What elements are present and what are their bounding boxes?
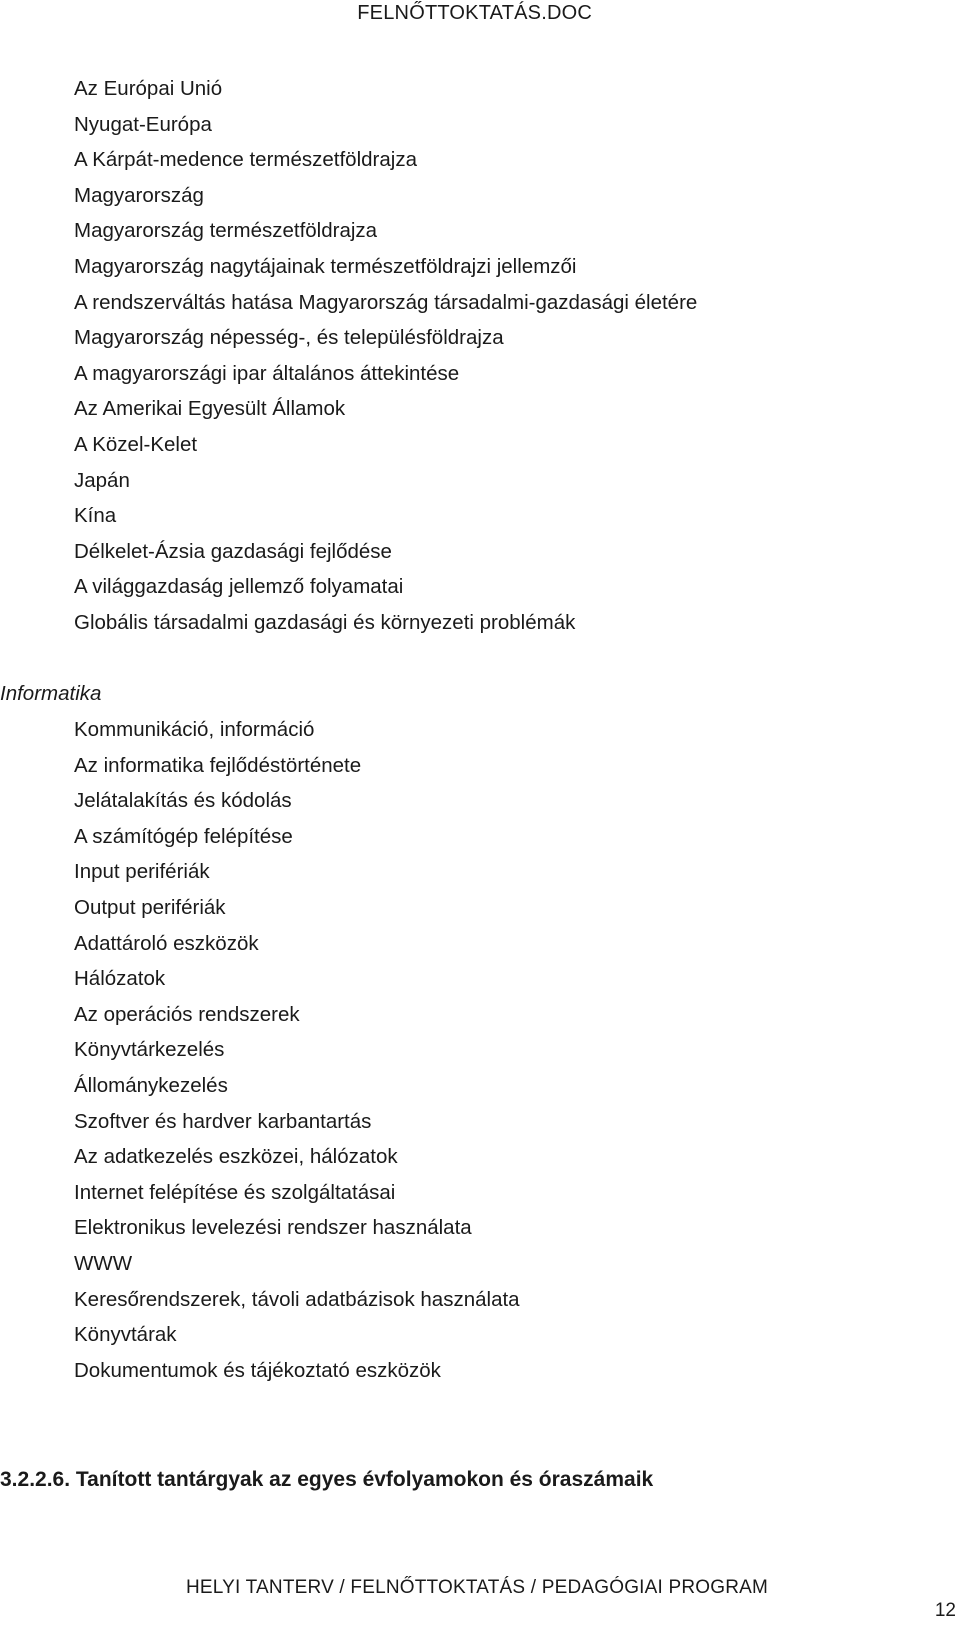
informatics-topic-list (74, 712, 520, 1388)
topic-list-item: Elektronikus levelezési rendszer használata (74, 1216, 472, 1240)
topic-list-item: Globális társadalmi gazdasági és környezeti problémák (74, 610, 576, 634)
topic-list-item: A számítógép felépítése (74, 824, 293, 848)
topic-list-item: Magyarország népesség-, és településföldrajza (74, 326, 504, 350)
topic-list-item: Könyvtárkezelés (74, 1038, 225, 1062)
topic-list-item: A Kárpát-medence természetföldrajza (74, 148, 417, 172)
topic-list-item: A rendszerváltás hatása Magyarország társadalmi-gazdasági életére (74, 290, 698, 314)
topic-list-item: Az Amerikai Egyesült Államok (74, 397, 346, 421)
topic-list-item: Kína (74, 504, 117, 528)
topic-list-item: Nyugat-Európa (74, 112, 212, 136)
topic-list-item: Kommunikáció, információ (74, 718, 315, 741)
topic-list-item: A világgazdaság jellemző folyamatai (74, 575, 404, 599)
geography-topic-list (74, 71, 697, 641)
topic-list-item: Az Európai Unió (74, 77, 223, 100)
topic-list-item: Adattároló eszközök (74, 931, 259, 955)
topic-list-item: Magyarország természetföldrajza (74, 219, 378, 243)
topic-list-item: Magyarország (74, 183, 204, 207)
topic-list-item: Állománykezelés (74, 1073, 228, 1097)
topic-list-item: A magyarországi ipar általános áttekintése (74, 361, 460, 385)
topic-list-item: Internet felépítése és szolgáltatásai (74, 1180, 396, 1204)
topic-list-item: Jelátalakítás és kódolás (74, 789, 292, 813)
page-number: 12 (934, 1600, 956, 1621)
topic-list-item: Magyarország nagytájainak természetföldrajzi jellemzői (74, 254, 577, 278)
topic-list-item: Input perifériák (74, 860, 210, 884)
topic-list-item: Japán (74, 468, 130, 492)
topic-list-item: Dokumentumok és tájékoztató eszközök (74, 1358, 441, 1382)
topic-list-item: Délkelet-Ázsia gazdasági fejlődése (74, 539, 392, 563)
topic-list-item: Keresőrendszerek, távoli adatbázisok használata (74, 1287, 520, 1311)
topic-list-item: Az informatika fejlődéstörténete (74, 753, 362, 777)
topic-list-item: A Közel-Kelet (74, 432, 198, 456)
topic-list-item: Az adatkezelés eszközei, hálózatok (74, 1145, 398, 1169)
section-title-informatika: Informatika (0, 682, 102, 705)
page-footer: HELYI TANTERV / FELNŐTTOKTATÁS / PEDAGÓGIAI PROGRAM (186, 1577, 769, 1598)
topic-list-item: Output perifériák (74, 895, 226, 919)
topic-list-item: Hálózatok (74, 967, 166, 991)
topic-list-item: Könyvtárak (74, 1323, 177, 1347)
subsection-heading: 3.2.2.6. Tanított tantárgyak az egyes évfolyamokon és óraszámaik (0, 1468, 654, 1491)
topic-list-item: Az operációs rendszerek (74, 1002, 300, 1026)
topic-list-item: WWW (74, 1251, 133, 1275)
topic-list-item: Szoftver és hardver karbantartás (74, 1109, 372, 1133)
document-header: FELNŐTTOKTATÁS.DOC (357, 2, 592, 24)
